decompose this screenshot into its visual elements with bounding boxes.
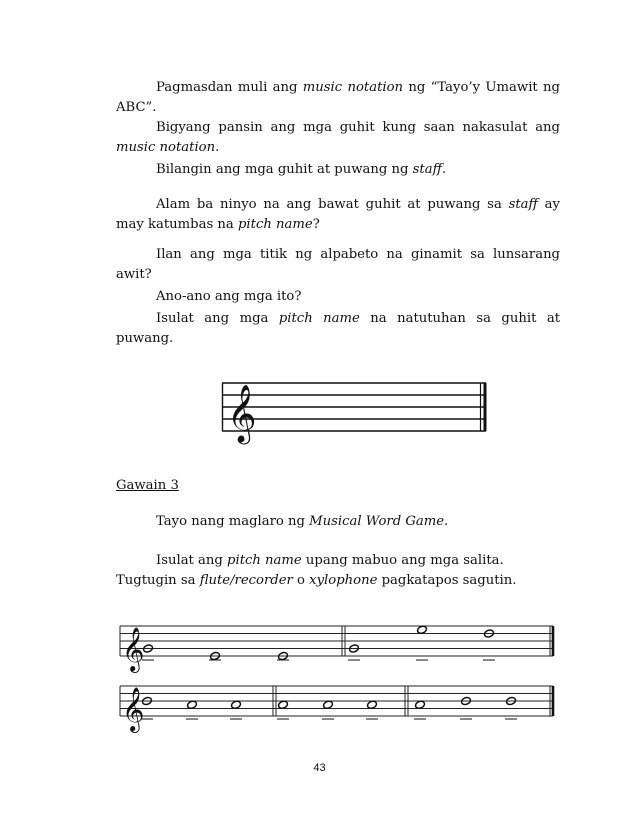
italic-term: pitch name [227, 553, 302, 568]
text-run: upang mabuo ang mga salita. [301, 553, 504, 568]
text-run: Alam ba ninyo na ang bawat guhit at puwang sa [156, 197, 509, 212]
text-run: Isulat ang [156, 553, 228, 568]
text-run: Tugtugin sa [116, 573, 200, 588]
italic-term: staff [412, 162, 442, 177]
italic-term: staff [508, 197, 538, 212]
text-run: ? [312, 217, 320, 232]
treble-clef-icon: 𝄞 [227, 384, 257, 442]
text-run: . [444, 514, 449, 529]
word-game-staff-1 [120, 625, 553, 673]
italic-term: Musical Word Game [309, 514, 445, 529]
italic-term: music notation [116, 140, 216, 155]
italic-term: pitch name [237, 217, 313, 232]
section-heading: Gawain 3 [116, 478, 179, 493]
italic-term: xylophone [309, 573, 378, 588]
blank-staff [222, 383, 486, 445]
text-run: Ano-ano ang mga ito? [156, 289, 302, 304]
text-run: Bilangin ang mga guhit at puwang ng [156, 162, 413, 177]
treble-clef-icon: 𝄞 [122, 627, 145, 671]
text-run: ay may katumbas na [116, 197, 560, 232]
text-run: Tayo nang maglaro ng [156, 514, 310, 529]
text-run: o [292, 573, 310, 588]
italic-term: pitch name [278, 311, 360, 326]
text-run: pagkatapos sagutin. [377, 573, 517, 588]
text-run: Ilan ang mga titik ng alpabeto na ginamit sa lunsarang awit? [116, 247, 560, 282]
text-run: . [215, 140, 220, 155]
text-run: Bigyang pansin ang mga guhit kung saan nakasulat ang [156, 120, 560, 135]
page-number: 43 [313, 762, 326, 774]
italic-term: music notation [302, 80, 404, 95]
text-run: na natutuhan sa guhit at puwang. [116, 311, 560, 346]
italic-term: flute/recorder [199, 573, 293, 588]
text-run: . [441, 162, 447, 177]
word-game-staff-2 [120, 686, 553, 733]
text-run: Isulat ang mga [156, 311, 279, 326]
text-run: ng “Tayo’y Umawit ng ABC”. [116, 80, 560, 115]
treble-clef-icon: 𝄞 [122, 687, 145, 731]
text-run: Pagmasdan muli ang [156, 80, 303, 95]
